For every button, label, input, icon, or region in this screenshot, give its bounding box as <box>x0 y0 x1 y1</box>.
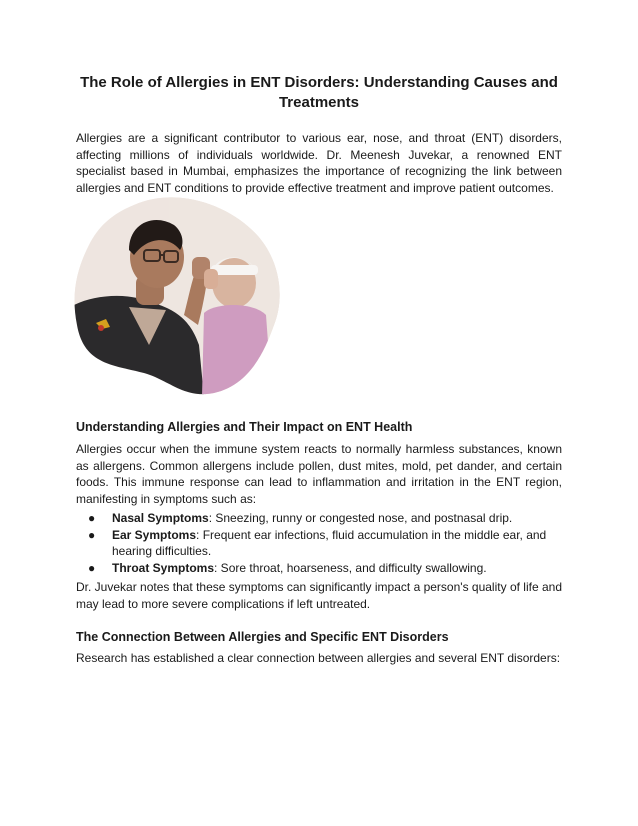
list-item-text: : Sneezing, runny or congested nose, and postnasal drip. <box>208 511 513 525</box>
section-heading-specific-disorders: The Connection Between Allergies and Specific ENT Disorders <box>76 630 449 644</box>
bullet-marker: ● <box>88 560 96 575</box>
list-item <box>76 510 562 527</box>
list-item-term: Throat Symptoms <box>112 560 215 575</box>
list-item <box>76 527 562 560</box>
photo-illustration <box>74 195 284 397</box>
list-item <box>76 560 562 577</box>
bullet-marker: ● <box>88 511 96 525</box>
document-title: The Role of Allergies in ENT Disorders: Understanding Causes and Treatments <box>80 74 558 111</box>
section1-paragraph: Allergies occur when the immune system reacts to normally harmless substances, known as allergens. Common allergens include pollen, dust mites, mold, pet dander, and certain foods. This immune response can lead to inflammation and irritation in the ENT region, manifesting in symptoms such as: <box>76 442 562 506</box>
section-heading-allergies-impact: Understanding Allergies and Their Impact on ENT Health <box>76 420 413 434</box>
list-item-term: Ear Symptoms <box>112 527 197 542</box>
bullet-marker: ● <box>88 527 96 542</box>
list-item-term: Nasal Symptoms <box>112 511 209 525</box>
symptom-list <box>76 510 562 576</box>
list-item-text: : Sore throat, hoarseness, and difficulty swallowing. <box>214 560 487 575</box>
doctor-with-patient-photo <box>74 195 284 397</box>
section1-closing-paragraph: Dr. Juvekar notes that these symptoms can significantly impact a person's quality of life and may lead to more severe complications if left untreated. <box>76 580 562 611</box>
intro-paragraph: Allergies are a significant contributor to various ear, nose, and throat (ENT) disorders, affecting millions of individuals worldwide. Dr. Meenesh Juvekar, a renowned ENT specialist based in Mumbai, emphasizes the importance of recognizing the link between allergies and ENT conditions to provide effective treatment and improve patient outcomes. <box>76 131 562 195</box>
list-item-text: : Frequent ear infections, fluid accumulation in the middle ear, and hearing difficulties. <box>112 527 547 558</box>
section2-paragraph: Research has established a clear connection between allergies and several ENT disorders: <box>76 651 561 665</box>
